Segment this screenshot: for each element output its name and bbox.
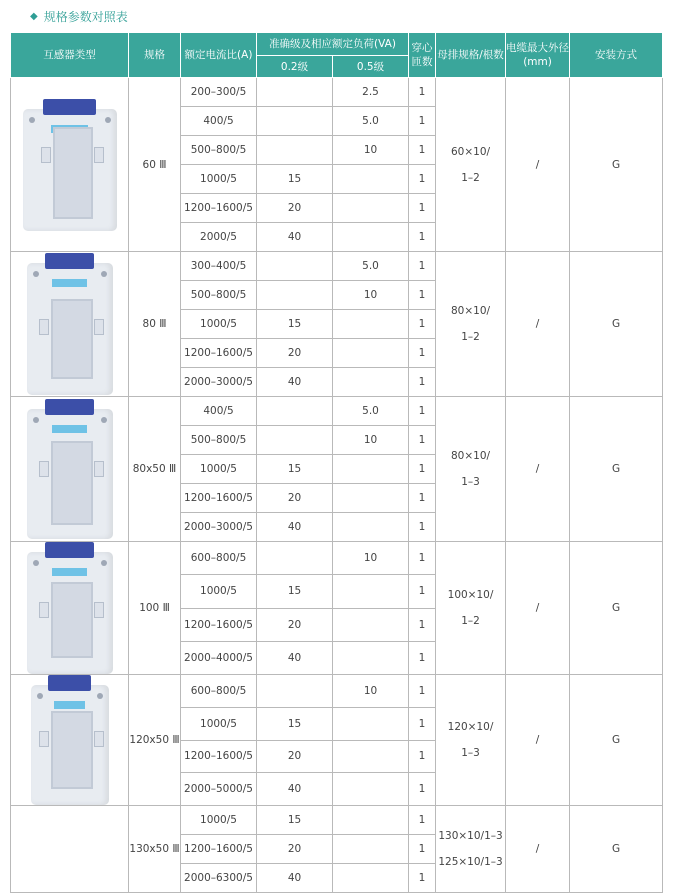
spec-cell: 60 Ⅲ [129,78,181,252]
a02-cell: 20 [257,835,333,864]
turns-cell: 1 [409,252,436,281]
busbar-line: 80×10/ [450,305,491,317]
mount-cell: G [570,252,663,397]
ratio-cell: 1000/5 [181,707,257,740]
a02-cell [257,675,333,708]
a05-cell: 5.0 [333,107,409,136]
a05-cell [333,641,409,674]
a05-cell: 10 [333,542,409,575]
a02-cell: 15 [257,575,333,608]
turns-cell: 1 [409,368,436,397]
a05-cell: 10 [333,281,409,310]
a02-cell: 15 [257,806,333,835]
a02-cell [257,136,333,165]
mount-cell: G [570,78,663,252]
a05-cell [333,513,409,542]
transformer-image [11,806,129,893]
ratio-cell: 500–800/5 [181,281,257,310]
ratio-cell: 600–800/5 [181,675,257,708]
table-row [11,542,663,575]
ratio-cell: 1000/5 [181,165,257,194]
a05-cell [333,806,409,835]
a02-cell: 40 [257,223,333,252]
ratio-cell: 200–300/5 [181,78,257,107]
a05-cell [333,835,409,864]
a02-cell: 15 [257,707,333,740]
ratio-cell: 1200–1600/5 [181,608,257,641]
ratio-cell: 600–800/5 [181,542,257,575]
turns-cell: 1 [409,513,436,542]
transformer-image [11,252,129,397]
ratio-cell: 1200–1600/5 [181,740,257,773]
busbar-line: 100×10/ [447,589,494,601]
turns-cell: 1 [409,740,436,773]
turns-cell: 1 [409,608,436,641]
ratio-cell: 1000/5 [181,806,257,835]
mount-cell: G [570,397,663,542]
spec-cell: 120x50 Ⅲ [129,675,181,806]
a02-cell: 20 [257,484,333,513]
ratio-cell: 400/5 [181,107,257,136]
a05-cell [333,864,409,893]
transformer-image [11,397,129,542]
busbar-line: 1–3 [461,476,480,488]
spec-cell: 80 Ⅲ [129,252,181,397]
ratio-cell: 300–400/5 [181,252,257,281]
busbar-line: 1–3 [461,747,480,759]
turns-cell: 1 [409,107,436,136]
a02-cell: 20 [257,339,333,368]
header-turns: 穿心匝数 [409,33,436,78]
a05-cell: 10 [333,426,409,455]
ratio-cell: 2000–4000/5 [181,641,257,674]
mount-cell: G [570,542,663,675]
cable-cell: / [506,252,570,397]
turns-cell: 1 [409,136,436,165]
busbar-line: 1–2 [461,331,480,343]
busbar-cell [436,675,506,806]
turns-cell: 1 [409,194,436,223]
a02-cell [257,281,333,310]
busbar-line: 80×10/ [450,450,491,462]
a05-cell: 5.0 [333,252,409,281]
ratio-cell: 400/5 [181,397,257,426]
cable-cell: / [506,806,570,893]
a05-cell [333,575,409,608]
a05-cell [333,484,409,513]
ratio-cell: 2000/5 [181,223,257,252]
turns-cell: 1 [409,806,436,835]
ratio-cell: 1200–1600/5 [181,339,257,368]
a05-cell: 2.5 [333,78,409,107]
busbar-cell [436,397,506,542]
turns-cell: 1 [409,310,436,339]
a05-cell [333,740,409,773]
a05-cell [333,194,409,223]
turns-cell: 1 [409,397,436,426]
mount-cell: G [570,806,663,893]
table-row [11,806,663,835]
busbar-line: 1–2 [461,615,480,627]
ratio-cell: 2000–6300/5 [181,864,257,893]
ratio-cell: 1000/5 [181,310,257,339]
header-cable: 电缆最大外径(mm) [506,33,570,78]
busbar-cell [436,806,506,893]
spec-cell: 80x50 Ⅲ [129,397,181,542]
ratio-cell: 500–800/5 [181,426,257,455]
a05-cell [333,455,409,484]
a02-cell [257,542,333,575]
table-row [11,252,663,281]
turns-cell: 1 [409,339,436,368]
transformer-image [11,542,129,675]
a02-cell: 20 [257,740,333,773]
a05-cell: 5.0 [333,397,409,426]
a05-cell [333,165,409,194]
a02-cell [257,397,333,426]
a05-cell [333,608,409,641]
turns-cell: 1 [409,223,436,252]
turns-cell: 1 [409,455,436,484]
turns-cell: 1 [409,641,436,674]
turns-cell: 1 [409,281,436,310]
turns-cell: 1 [409,773,436,806]
turns-cell: 1 [409,78,436,107]
table-row [11,78,663,107]
a05-cell [333,223,409,252]
ratio-cell: 1200–1600/5 [181,194,257,223]
header-type: 互感器类型 [11,33,129,78]
header-acc-02: 0.2级 [257,56,333,78]
a05-cell [333,773,409,806]
ratio-cell: 2000–3000/5 [181,368,257,397]
turns-cell: 1 [409,484,436,513]
cable-cell: / [506,78,570,252]
turns-cell: 1 [409,864,436,893]
a02-cell: 40 [257,864,333,893]
turns-cell: 1 [409,426,436,455]
turns-cell: 1 [409,575,436,608]
a02-cell: 40 [257,368,333,397]
table-row [11,397,663,426]
turns-cell: 1 [409,165,436,194]
a02-cell [257,252,333,281]
transformer-image [11,675,129,806]
ratio-cell: 2000–5000/5 [181,773,257,806]
transformer-image [11,78,129,252]
busbar-line: 60×10/ [450,145,491,158]
header-mount: 安装方式 [570,33,663,78]
busbar-line: 1–2 [461,171,480,184]
a02-cell: 40 [257,513,333,542]
a05-cell: 10 [333,675,409,708]
a05-cell: 10 [333,136,409,165]
busbar-line: 130×10/1–3 [438,830,503,842]
a02-cell: 40 [257,773,333,806]
busbar-cell [436,78,506,252]
busbar-cell [436,252,506,397]
a02-cell: 20 [257,608,333,641]
busbar-cell [436,542,506,675]
ratio-cell: 1200–1600/5 [181,835,257,864]
ratio-cell: 1200–1600/5 [181,484,257,513]
ratio-cell: 2000–3000/5 [181,513,257,542]
table-row [11,675,663,708]
diamond-icon: ◆ [30,10,38,22]
spec-table [10,32,663,893]
a02-cell [257,78,333,107]
busbar-line: 125×10/1–3 [438,856,503,868]
turns-cell: 1 [409,835,436,864]
cable-cell: / [506,542,570,675]
spec-cell: 130x50 Ⅲ [129,806,181,893]
a05-cell [333,310,409,339]
section-title [30,5,128,27]
header-busbar: 母排规格/根数 [436,33,506,78]
header-spec: 规格 [129,33,181,78]
a02-cell [257,426,333,455]
a05-cell [333,707,409,740]
ratio-cell: 1000/5 [181,575,257,608]
a02-cell: 40 [257,641,333,674]
header-accuracy: 准确级及相应额定负荷(VA) [257,33,409,56]
spec-cell: 100 Ⅲ [129,542,181,675]
page-title: 规格参数对照表 [43,9,128,24]
a02-cell [257,107,333,136]
a02-cell: 15 [257,165,333,194]
turns-cell: 1 [409,675,436,708]
ratio-cell: 500–800/5 [181,136,257,165]
header-ratio: 额定电流比(A) [181,33,257,78]
a02-cell: 15 [257,455,333,484]
cable-cell: / [506,397,570,542]
mount-cell: G [570,675,663,806]
cable-cell: / [506,675,570,806]
turns-cell: 1 [409,542,436,575]
busbar-line: 120×10/ [447,721,494,733]
header-acc-05: 0.5级 [333,56,409,78]
a05-cell [333,339,409,368]
a02-cell: 20 [257,194,333,223]
a05-cell [333,368,409,397]
ratio-cell: 1000/5 [181,455,257,484]
turns-cell: 1 [409,707,436,740]
a02-cell: 15 [257,310,333,339]
